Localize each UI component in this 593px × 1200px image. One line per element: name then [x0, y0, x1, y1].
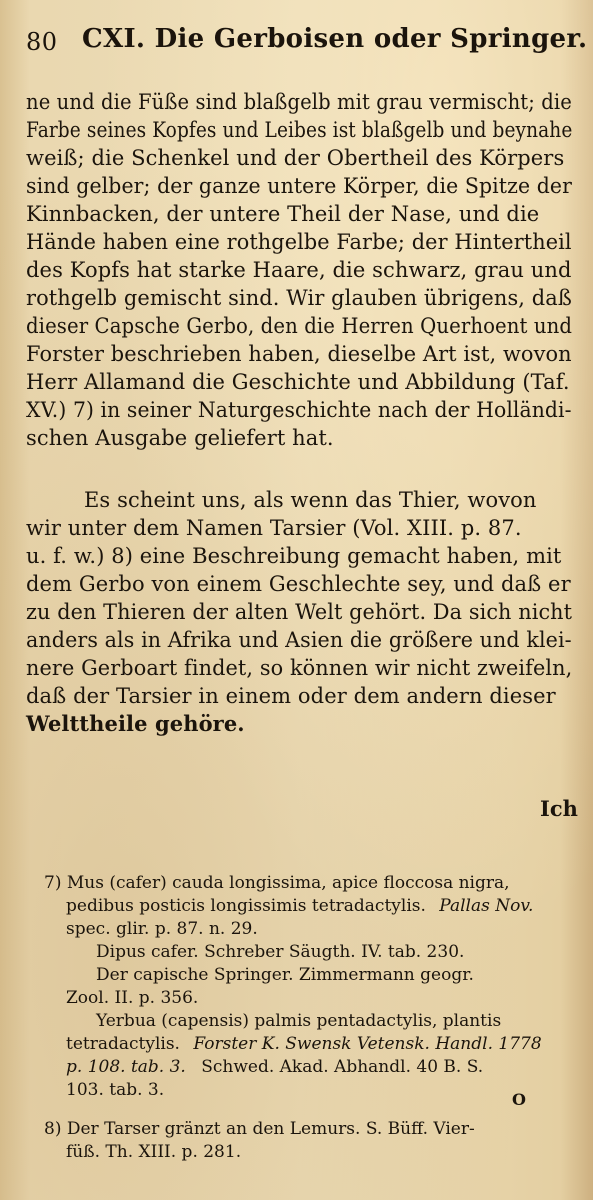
text-line: Kinnbacken, der untere Theil der Nase, und die [26, 202, 540, 226]
page-header [26, 18, 588, 58]
footnote-7-line: Der capische Springer. Zimmermann geogr. [96, 965, 474, 985]
footnote-7-line [66, 1033, 542, 1056]
text-line: weiß; die Schenkel und der Obertheil des Körpers [26, 146, 565, 170]
text-line: des Kopfs hat starke Haare, die schwarz, grau und [26, 258, 572, 282]
footnote-7-line: 7) Mus (cafer) cauda longissima, apice floccosa nigra, [44, 873, 510, 893]
text-line: rothgelb gemischt sind. Wir glauben übrigens, daß [26, 286, 572, 310]
footnote-7-line [66, 1056, 483, 1079]
text-line: anders als in Afrika und Asien die größere und klei- [26, 628, 572, 652]
footnote-text: Schwed. Akad. Abhandl. 40 B. S. [201, 1057, 484, 1077]
footnote-8-line: 8) Der Tarser gränzt an den Lemurs. S. Büff. Vier- [44, 1119, 475, 1139]
text-line: schen Ausgabe geliefert hat. [26, 426, 334, 450]
text-line: ne und die Füße sind blaßgelb mit grau vermischt; die [26, 90, 572, 114]
text-line: nere Gerboart findet, so können wir nicht zweifeln, [26, 656, 573, 680]
footnote-citation: p. 108. tab. 3. [66, 1057, 186, 1077]
footnote-citation: Pallas Nov. [439, 896, 534, 916]
text-line: sind gelber; der ganze untere Körper, die Spitze der [26, 174, 572, 198]
text-line: daß der Tarsier in einem oder dem andern dieser [26, 684, 556, 708]
footnote-text: pedibus posticis longissimis tetradactylis. [66, 896, 426, 916]
text-line: zu den Thieren der alten Welt gehört. Da sich nicht [26, 600, 573, 624]
text-line: u. f. w.) 8) eine Beschreibung gemacht haben, mit [26, 544, 562, 568]
text-line: Forster beschrieben haben, dieselbe Art ist, wovon [26, 342, 572, 366]
footnote-7-line: Dipus cafer. Schreber Säugth. IV. tab. 230. [96, 942, 465, 962]
footnote-citation: Forster K. Swensk Vetensk. Handl. 1778 [193, 1034, 542, 1054]
text-line: XV.) 7) in seiner Naturgeschichte nach der Holländi- [26, 398, 572, 422]
text-line: dem Gerbo von einem Geschlechte sey, und daß er [26, 572, 571, 596]
signature-mark: O [512, 1090, 526, 1109]
footnote-7-line [66, 895, 533, 918]
footnote-7-line: 103. tab. 3. [66, 1080, 165, 1100]
text-line: Herr Allamand die Geschichte und Abbildung (Taf. [26, 370, 570, 394]
text-line: Farbe seines Kopfes und Leibes ist blaßgelb und beynahe [26, 118, 573, 142]
text-line: Welttheile gehöre. [26, 711, 245, 736]
footnote-7-line: spec. glir. p. 87. n. 29. [66, 919, 258, 939]
page-number: 80 [26, 28, 58, 56]
text-line: wir unter dem Namen Tarsier (Vol. XIII. p. 87. [26, 516, 522, 540]
footnote-8-line: füß. Th. XIII. p. 281. [66, 1142, 242, 1162]
catchword: Ich [540, 796, 578, 821]
text-line: dieser Capsche Gerbo, den die Herren Querhoent und [26, 314, 573, 338]
text-line: Hände haben eine rothgelbe Farbe; der Hintertheil [26, 230, 572, 254]
footnote-7-line: Zool. II. p. 356. [66, 988, 199, 1008]
footnote-text: tetradactylis. [66, 1034, 180, 1054]
text-line: Es scheint uns, als wenn das Thier, wovon [84, 488, 537, 512]
footnote-7-line: Yerbua (capensis) palmis pentadactylis, plantis [96, 1011, 502, 1031]
running-title: CXI. Die Gerboisen oder Springer. [82, 24, 588, 54]
